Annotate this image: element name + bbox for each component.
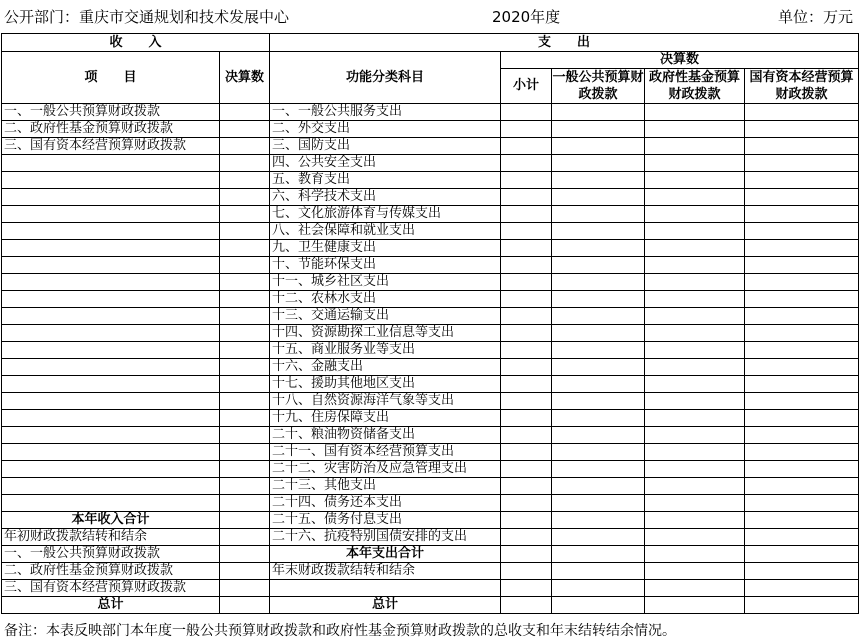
expense-general-cell [552, 189, 645, 206]
income-item-label [2, 393, 220, 410]
expense-state-capital-cell [745, 546, 859, 563]
expense-state-capital-cell [745, 563, 859, 580]
table-row [2, 376, 859, 393]
expense-item-label: 二十三、其他支出 [270, 478, 501, 495]
fiscal-allocation-table [1, 33, 859, 614]
income-final-cell [220, 308, 270, 325]
expense-item-label: 六、科学技术支出 [270, 189, 501, 206]
expense-state-capital-cell [745, 393, 859, 410]
expense-gov-fund-cell [645, 240, 745, 257]
expense-item-label: 十六、金融支出 [270, 359, 501, 376]
table-row [2, 529, 859, 546]
grand-total-general-cell [552, 597, 645, 614]
table-row [2, 121, 859, 138]
income-item-label [2, 410, 220, 427]
income-item-label [2, 223, 220, 240]
expense-subtotal-cell [501, 257, 552, 274]
expense-general-cell [552, 461, 645, 478]
expense-general-cell [552, 580, 645, 597]
income-final-cell [220, 478, 270, 495]
expense-item-label: 十七、援助其他地区支出 [270, 376, 501, 393]
income-item-label [2, 274, 220, 291]
income-final-cell [220, 376, 270, 393]
income-final-cell [220, 359, 270, 376]
carryover-end-label: 年末财政拨款结转和结余 [270, 563, 501, 580]
expense-gov-fund-cell [645, 257, 745, 274]
expense-general-cell [552, 121, 645, 138]
table-row [2, 274, 859, 291]
expense-subtotal-cell [501, 546, 552, 563]
income-final-cell [220, 189, 270, 206]
table-row [2, 223, 859, 240]
expense-state-capital-cell [745, 512, 859, 529]
expense-general-cell [552, 240, 645, 257]
expense-general-cell [552, 291, 645, 308]
income-item-label [2, 189, 220, 206]
expense-gov-fund-cell [645, 138, 745, 155]
income-item-label: 三、国有资本经营预算财政拨款 [2, 138, 220, 155]
expense-gov-fund-cell [645, 223, 745, 240]
expense-general-cell [552, 138, 645, 155]
expense-gov-fund-cell [645, 478, 745, 495]
expense-item-label: 十九、住房保障支出 [270, 410, 501, 427]
expense-item-label: 四、公共安全支出 [270, 155, 501, 172]
income-final-cell [220, 529, 270, 546]
income-item-label [2, 155, 220, 172]
department-label: 公开部门：重庆市交通规划和技术发展中心 [4, 8, 290, 26]
expense-general-cell [552, 206, 645, 223]
expense-general-cell [552, 223, 645, 240]
expense-subtotal-cell [501, 393, 552, 410]
expense-gov-fund-cell [645, 427, 745, 444]
income-item-label [2, 257, 220, 274]
expense-state-capital-cell [745, 461, 859, 478]
income-total-label: 本年收入合计 [2, 512, 220, 529]
income-item-label [2, 461, 220, 478]
expense-item-label: 十四、资源勘探工业信息等支出 [270, 325, 501, 342]
expense-state-capital-cell [745, 121, 859, 138]
expense-subtotal-cell [501, 104, 552, 121]
expense-item-label: 十八、自然资源海洋气象等支出 [270, 393, 501, 410]
expense-general-cell [552, 444, 645, 461]
table-row [2, 546, 859, 563]
expense-item-label: 二十六、抗疫特别国债安排的支出 [270, 529, 501, 546]
expense-general-cell [552, 359, 645, 376]
expense-item-label: 七、文化旅游体育与传媒支出 [270, 206, 501, 223]
expense-state-capital-cell [745, 444, 859, 461]
expense-gov-fund-cell [645, 512, 745, 529]
income-final-cell [220, 546, 270, 563]
expense-gov-fund-cell [645, 563, 745, 580]
table-row [2, 359, 859, 376]
expense-subtotal-cell [501, 240, 552, 257]
expense-subtotal-cell [501, 444, 552, 461]
income-final-cell [220, 427, 270, 444]
table-row [2, 580, 859, 597]
expense-gov-fund-cell [645, 121, 745, 138]
expense-total-label: 本年支出合计 [270, 546, 501, 563]
expense-subtotal-cell [501, 223, 552, 240]
expense-state-capital-cell [745, 359, 859, 376]
expense-item-label: 二十二、灾害防治及应急管理支出 [270, 461, 501, 478]
expense-general-cell [552, 563, 645, 580]
carryover-begin-label: 年初财政拨款结转和结余 [2, 529, 220, 546]
expense-state-capital-cell [745, 342, 859, 359]
income-final-cell [220, 291, 270, 308]
expense-subtotal-cell [501, 359, 552, 376]
income-item-label: 二、政府性基金预算财政拨款 [2, 121, 220, 138]
expense-state-capital-cell [745, 257, 859, 274]
expense-item-label: 五、教育支出 [270, 172, 501, 189]
expense-gov-fund-cell [645, 461, 745, 478]
income-final-cell [220, 512, 270, 529]
expense-state-capital-cell [745, 104, 859, 121]
expense-general-cell [552, 495, 645, 512]
income-item-label [2, 308, 220, 325]
income-item-label: 一、一般公共预算财政拨款 [2, 104, 220, 121]
income-final-cell [220, 563, 270, 580]
table-row [2, 444, 859, 461]
income-item-label [2, 206, 220, 223]
expense-state-capital-cell [745, 580, 859, 597]
expense-subtotal-cell [501, 512, 552, 529]
expense-subtotal-cell [501, 495, 552, 512]
income-final-cell [220, 155, 270, 172]
expense-gov-fund-cell [645, 172, 745, 189]
income-final-cell [220, 597, 270, 614]
col-final-header: 决算数 [220, 52, 270, 104]
expense-state-capital-cell [745, 376, 859, 393]
col-subtotal-header: 小计 [501, 69, 552, 104]
expense-subtotal-cell [501, 427, 552, 444]
grand-total-state-capital-cell [745, 597, 859, 614]
expense-gov-fund-cell [645, 325, 745, 342]
expense-general-cell [552, 427, 645, 444]
income-final-cell [220, 257, 270, 274]
expense-general-cell [552, 410, 645, 427]
expense-subtotal-cell [501, 461, 552, 478]
table-row [2, 308, 859, 325]
expense-item-label: 二、外交支出 [270, 121, 501, 138]
expense-item-label: 一、一般公共服务支出 [270, 104, 501, 121]
expense-subtotal-cell [501, 376, 552, 393]
expense-state-capital-cell [745, 478, 859, 495]
expense-subtotal-cell [501, 172, 552, 189]
income-final-cell [220, 495, 270, 512]
expense-general-cell [552, 274, 645, 291]
expense-item-label: 二十、粮油物资储备支出 [270, 427, 501, 444]
table-row [2, 512, 859, 529]
table-row [2, 495, 859, 512]
expense-item-label: 十三、交通运输支出 [270, 308, 501, 325]
income-final-cell [220, 223, 270, 240]
expense-gov-fund-cell [645, 291, 745, 308]
expense-subtotal-cell [501, 563, 552, 580]
grand-total-row [2, 597, 859, 614]
expense-item-label: 九、卫生健康支出 [270, 240, 501, 257]
income-final-cell [220, 410, 270, 427]
expense-general-cell [552, 172, 645, 189]
expense-general-cell [552, 546, 645, 563]
expense-subtotal-cell [501, 410, 552, 427]
income-item-label [2, 495, 220, 512]
expense-gov-fund-cell [645, 189, 745, 206]
expense-general-cell [552, 257, 645, 274]
table-row [2, 104, 859, 121]
table-row [2, 393, 859, 410]
expense-gov-fund-cell [645, 444, 745, 461]
expense-subtotal-cell [501, 121, 552, 138]
expense-item-label [270, 580, 501, 597]
expense-general-cell [552, 393, 645, 410]
expense-gov-fund-cell [645, 308, 745, 325]
expense-state-capital-cell [745, 155, 859, 172]
expense-subtotal-cell [501, 308, 552, 325]
expense-general-cell [552, 529, 645, 546]
expense-subtotal-cell [501, 580, 552, 597]
expense-gov-fund-cell [645, 546, 745, 563]
expense-gov-fund-cell [645, 342, 745, 359]
expense-general-cell [552, 478, 645, 495]
income-final-cell [220, 444, 270, 461]
col-final-group-header: 决算数 [501, 52, 859, 69]
expense-subtotal-cell [501, 138, 552, 155]
expense-item-label: 十、节能环保支出 [270, 257, 501, 274]
income-section-header: 收 入 [2, 34, 270, 52]
table-row [2, 155, 859, 172]
table-row [2, 257, 859, 274]
income-item-label [2, 359, 220, 376]
expense-state-capital-cell [745, 308, 859, 325]
expense-subtotal-cell [501, 342, 552, 359]
income-final-cell [220, 325, 270, 342]
table-row [2, 427, 859, 444]
expense-gov-fund-cell [645, 206, 745, 223]
expense-subtotal-cell [501, 274, 552, 291]
expense-gov-fund-cell [645, 274, 745, 291]
grand-total-right-label: 总计 [270, 597, 501, 614]
expense-general-cell [552, 342, 645, 359]
table-row [2, 325, 859, 342]
table-row [2, 478, 859, 495]
income-item-label [2, 325, 220, 342]
expense-state-capital-cell [745, 325, 859, 342]
expense-state-capital-cell [745, 172, 859, 189]
expense-item-label: 十一、城乡社区支出 [270, 274, 501, 291]
grand-total-gov-fund-cell [645, 597, 745, 614]
carryover-item-label: 二、政府性基金预算财政拨款 [2, 563, 220, 580]
expense-general-cell [552, 104, 645, 121]
expense-state-capital-cell [745, 189, 859, 206]
expense-state-capital-cell [745, 240, 859, 257]
table-row [2, 206, 859, 223]
expense-gov-fund-cell [645, 529, 745, 546]
grand-total-left-label: 总计 [2, 597, 220, 614]
col-general-header: 一般公共预算财政拨款 [552, 70, 644, 102]
expense-state-capital-cell [745, 274, 859, 291]
unit-label: 单位：万元 [777, 8, 853, 26]
expense-general-cell [552, 155, 645, 172]
expense-general-cell [552, 512, 645, 529]
income-item-label [2, 342, 220, 359]
carryover-item-label: 三、国有资本经营预算财政拨款 [2, 580, 220, 597]
expense-gov-fund-cell [645, 359, 745, 376]
expense-state-capital-cell [745, 291, 859, 308]
expense-general-cell [552, 376, 645, 393]
table-row [2, 189, 859, 206]
income-final-cell [220, 206, 270, 223]
income-final-cell [220, 240, 270, 257]
expense-item-label: 三、国防支出 [270, 138, 501, 155]
footnote: 备注：本表反映部门本年度一般公共预算财政拨款和政府性基金预算财政拨款的总收支和年末结转结余情况。 [4, 623, 676, 639]
income-item-label [2, 172, 220, 189]
grand-total-subtotal-cell [501, 597, 552, 614]
table-row [2, 291, 859, 308]
income-item-label [2, 376, 220, 393]
income-final-cell [220, 342, 270, 359]
expense-gov-fund-cell [645, 580, 745, 597]
col-item-header: 项 目 [2, 52, 220, 104]
income-final-cell [220, 121, 270, 138]
expense-subtotal-cell [501, 478, 552, 495]
income-final-cell [220, 274, 270, 291]
income-final-cell [220, 580, 270, 597]
income-item-label [2, 427, 220, 444]
table-row [2, 342, 859, 359]
expense-subtotal-cell [501, 189, 552, 206]
expense-state-capital-cell [745, 223, 859, 240]
table-row [2, 461, 859, 478]
expense-item-label: 二十一、国有资本经营预算支出 [270, 444, 501, 461]
expense-item-label: 十二、农林水支出 [270, 291, 501, 308]
income-item-label [2, 240, 220, 257]
expense-section-header: 支 出 [270, 34, 859, 52]
expense-gov-fund-cell [645, 104, 745, 121]
income-item-label [2, 444, 220, 461]
expense-subtotal-cell [501, 206, 552, 223]
expense-subtotal-cell [501, 325, 552, 342]
income-final-cell [220, 461, 270, 478]
income-item-label [2, 478, 220, 495]
income-final-cell [220, 138, 270, 155]
expense-item-label: 八、社会保障和就业支出 [270, 223, 501, 240]
expense-gov-fund-cell [645, 393, 745, 410]
expense-state-capital-cell [745, 138, 859, 155]
expense-gov-fund-cell [645, 376, 745, 393]
table-row [2, 172, 859, 189]
expense-state-capital-cell [745, 529, 859, 546]
col-state-capital-header: 国有资本经营预算财政拨款 [745, 69, 859, 104]
expense-state-capital-cell [745, 427, 859, 444]
expense-general-cell [552, 325, 645, 342]
fiscal-year: 2020年度 [492, 8, 561, 26]
expense-state-capital-cell [745, 495, 859, 512]
income-item-label [2, 291, 220, 308]
expense-subtotal-cell [501, 155, 552, 172]
expense-state-capital-cell [745, 206, 859, 223]
expense-subtotal-cell [501, 529, 552, 546]
expense-item-label: 二十四、债务还本支出 [270, 495, 501, 512]
expense-gov-fund-cell [645, 155, 745, 172]
table-row [2, 410, 859, 427]
expense-gov-fund-cell [645, 495, 745, 512]
table-row [2, 240, 859, 257]
table-row [2, 138, 859, 155]
expense-general-cell [552, 308, 645, 325]
expense-gov-fund-cell [645, 410, 745, 427]
carryover-item-label: 一、一般公共预算财政拨款 [2, 546, 220, 563]
income-final-cell [220, 104, 270, 121]
income-final-cell [220, 172, 270, 189]
col-func-header: 功能分类科目 [270, 52, 501, 104]
col-gov-fund-header: 政府性基金预算财政拨款 [645, 69, 745, 104]
expense-item-label: 二十五、债务付息支出 [270, 512, 501, 529]
income-final-cell [220, 393, 270, 410]
expense-subtotal-cell [501, 291, 552, 308]
expense-state-capital-cell [745, 410, 859, 427]
table-row [2, 563, 859, 580]
expense-item-label: 十五、商业服务业等支出 [270, 342, 501, 359]
